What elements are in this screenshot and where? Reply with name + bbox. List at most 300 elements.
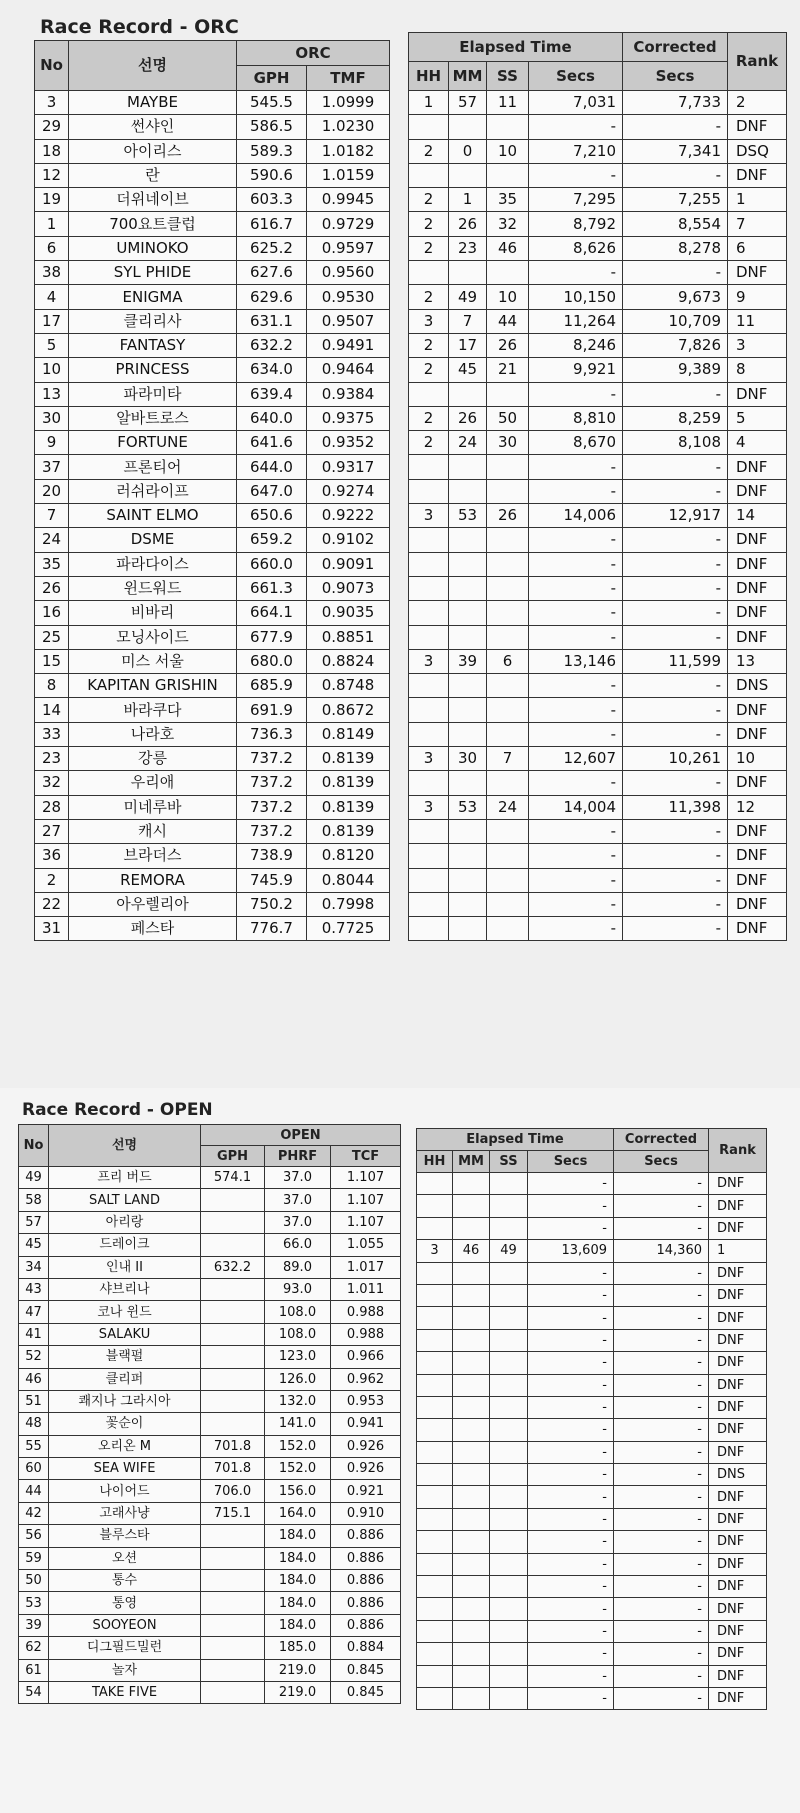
table-row <box>35 285 390 309</box>
cell-mm: 0 <box>449 139 487 163</box>
cell-no: 31 <box>35 917 69 941</box>
cell-secs: - <box>529 819 623 843</box>
cell-hh <box>409 576 449 600</box>
cell-corr: 8,278 <box>623 236 728 260</box>
cell-corr: - <box>623 576 728 600</box>
cell-tmf: 0.7998 <box>307 892 390 916</box>
cell-rank: DNF <box>709 1598 767 1620</box>
cell-phrf: 37.0 <box>265 1167 331 1189</box>
table-row <box>417 1262 767 1284</box>
open-ratings-table <box>18 1124 401 1704</box>
cell-phrf: 152.0 <box>265 1458 331 1480</box>
cell-ss <box>487 552 529 576</box>
cell-corr: - <box>614 1486 709 1508</box>
cell-no: 61 <box>19 1659 49 1681</box>
cell-gph: 660.0 <box>237 552 307 576</box>
cell-hh <box>417 1195 453 1217</box>
cell-ss <box>487 917 529 941</box>
col-orc-group-header: ORC <box>237 41 390 66</box>
cell-rank: 3 <box>728 333 787 357</box>
table-row <box>35 333 390 357</box>
cell-hh: 2 <box>409 139 449 163</box>
table-row <box>417 1374 767 1396</box>
col-ss-header: SS <box>487 62 529 91</box>
cell-name: 블루스타 <box>49 1525 201 1547</box>
cell-ss <box>490 1553 528 1575</box>
table-row <box>409 236 787 260</box>
cell-secs: - <box>528 1687 614 1709</box>
table-row <box>417 1284 767 1306</box>
table-row <box>35 115 390 139</box>
cell-mm <box>453 1665 490 1687</box>
cell-hh <box>409 528 449 552</box>
cell-name: KAPITAN GRISHIN <box>69 674 237 698</box>
cell-tmf: 0.9102 <box>307 528 390 552</box>
table-row <box>409 552 787 576</box>
cell-corr: - <box>623 382 728 406</box>
table-row <box>409 747 787 771</box>
cell-tmf: 0.9464 <box>307 358 390 382</box>
cell-gph: 664.1 <box>237 601 307 625</box>
cell-ss <box>487 455 529 479</box>
cell-gph <box>201 1390 265 1412</box>
cell-secs: - <box>528 1441 614 1463</box>
cell-secs: 12,607 <box>529 747 623 771</box>
cell-no: 42 <box>19 1502 49 1524</box>
table-row <box>417 1217 767 1239</box>
cell-corr: - <box>623 455 728 479</box>
cell-tmf: 0.9560 <box>307 261 390 285</box>
col-elapsed-group-header: Elapsed Time <box>409 33 623 62</box>
cell-no: 9 <box>35 431 69 455</box>
table-row <box>409 722 787 746</box>
table-row <box>417 1576 767 1598</box>
cell-tcf: 0.988 <box>331 1301 401 1323</box>
col-hh-header: HH <box>417 1151 453 1173</box>
cell-no: 35 <box>35 552 69 576</box>
open-results-table <box>416 1128 767 1710</box>
cell-tcf: 0.962 <box>331 1368 401 1390</box>
cell-ss <box>487 163 529 187</box>
cell-gph: 627.6 <box>237 261 307 285</box>
col-mm-header: MM <box>449 62 487 91</box>
cell-corr: 11,398 <box>623 795 728 819</box>
cell-phrf: 108.0 <box>265 1323 331 1345</box>
cell-name: 더위네이브 <box>69 188 237 212</box>
cell-mm: 39 <box>449 649 487 673</box>
cell-tcf: 1.011 <box>331 1278 401 1300</box>
cell-name: SYL PHIDE <box>69 261 237 285</box>
table-row <box>417 1598 767 1620</box>
cell-no: 20 <box>35 479 69 503</box>
cell-name: 미스 서울 <box>69 649 237 673</box>
cell-secs: - <box>528 1307 614 1329</box>
cell-mm <box>453 1352 490 1374</box>
table-row <box>19 1435 401 1457</box>
cell-mm <box>453 1374 490 1396</box>
table-row <box>417 1508 767 1530</box>
cell-mm <box>453 1486 490 1508</box>
cell-corr: - <box>614 1464 709 1486</box>
cell-name: 오션 <box>49 1547 201 1569</box>
cell-gph: 631.1 <box>237 309 307 333</box>
cell-corr: - <box>614 1217 709 1239</box>
cell-hh <box>417 1262 453 1284</box>
cell-secs: 7,031 <box>529 91 623 115</box>
table-row <box>35 819 390 843</box>
cell-tcf: 0.926 <box>331 1435 401 1457</box>
col-rank-header: Rank <box>728 33 787 91</box>
table-row <box>19 1390 401 1412</box>
cell-mm <box>449 382 487 406</box>
cell-no: 53 <box>19 1592 49 1614</box>
table-row <box>409 333 787 357</box>
cell-phrf: 126.0 <box>265 1368 331 1390</box>
cell-mm: 57 <box>449 91 487 115</box>
table-row <box>19 1189 401 1211</box>
cell-gph: 639.4 <box>237 382 307 406</box>
cell-phrf: 184.0 <box>265 1614 331 1636</box>
cell-secs: - <box>529 917 623 941</box>
cell-tcf: 0.886 <box>331 1570 401 1592</box>
cell-secs: - <box>529 698 623 722</box>
cell-mm <box>449 698 487 722</box>
cell-ss <box>490 1598 528 1620</box>
cell-name: TAKE FIVE <box>49 1681 201 1703</box>
cell-secs: - <box>529 115 623 139</box>
cell-no: 51 <box>19 1390 49 1412</box>
cell-no: 10 <box>35 358 69 382</box>
table-row <box>35 479 390 503</box>
cell-tmf: 0.7725 <box>307 917 390 941</box>
cell-name: 통영 <box>49 1592 201 1614</box>
cell-no: 6 <box>35 236 69 260</box>
col-open-group-header: OPEN <box>201 1125 401 1146</box>
cell-rank: DNF <box>709 1508 767 1530</box>
cell-rank: DNF <box>728 771 787 795</box>
cell-name: 바라쿠다 <box>69 698 237 722</box>
table-row <box>409 309 787 333</box>
cell-no: 19 <box>35 188 69 212</box>
cell-no: 57 <box>19 1211 49 1233</box>
cell-secs: 8,792 <box>529 212 623 236</box>
cell-tcf: 1.017 <box>331 1256 401 1278</box>
cell-corr: - <box>623 674 728 698</box>
table-row <box>417 1396 767 1418</box>
cell-name: 코나 윈드 <box>49 1301 201 1323</box>
cell-phrf: 156.0 <box>265 1480 331 1502</box>
cell-hh: 1 <box>409 91 449 115</box>
cell-rank: DNF <box>709 1284 767 1306</box>
cell-name: 꽃순이 <box>49 1413 201 1435</box>
cell-gph: 589.3 <box>237 139 307 163</box>
cell-name: 페스타 <box>69 917 237 941</box>
cell-hh: 2 <box>409 188 449 212</box>
cell-gph: 737.2 <box>237 795 307 819</box>
cell-secs: - <box>529 625 623 649</box>
table-row <box>409 382 787 406</box>
col-no-header: No <box>35 41 69 91</box>
cell-corr: - <box>623 625 728 649</box>
cell-secs: - <box>529 528 623 552</box>
table-row <box>409 576 787 600</box>
cell-corr: - <box>614 1352 709 1374</box>
cell-gph: 634.0 <box>237 358 307 382</box>
cell-secs: - <box>528 1262 614 1284</box>
cell-gph <box>201 1547 265 1569</box>
table-row <box>417 1240 767 1262</box>
cell-ss <box>490 1576 528 1598</box>
cell-name: 강릉 <box>69 747 237 771</box>
cell-gph: 650.6 <box>237 504 307 528</box>
cell-gph <box>201 1301 265 1323</box>
cell-mm <box>453 1419 490 1441</box>
cell-hh <box>417 1508 453 1530</box>
col-mm-header: MM <box>453 1151 490 1173</box>
cell-rank: DNF <box>728 552 787 576</box>
cell-ss <box>490 1195 528 1217</box>
col-corrected-group-header: Corrected <box>623 33 728 62</box>
cell-rank: 13 <box>728 649 787 673</box>
cell-secs: - <box>529 674 623 698</box>
cell-mm <box>453 1620 490 1642</box>
cell-ss <box>487 115 529 139</box>
cell-tmf: 0.9597 <box>307 236 390 260</box>
cell-ss <box>490 1262 528 1284</box>
cell-mm: 26 <box>449 212 487 236</box>
cell-hh: 3 <box>417 1240 453 1262</box>
cell-ss: 44 <box>487 309 529 333</box>
cell-phrf: 219.0 <box>265 1681 331 1703</box>
cell-no: 16 <box>35 601 69 625</box>
cell-secs: 11,264 <box>529 309 623 333</box>
open-title: Race Record - OPEN <box>22 1100 213 1120</box>
cell-name: 샤브리나 <box>49 1278 201 1300</box>
cell-tcf: 0.988 <box>331 1323 401 1345</box>
table-row <box>35 236 390 260</box>
cell-no: 49 <box>19 1167 49 1189</box>
cell-mm: 1 <box>449 188 487 212</box>
cell-rank: DNF <box>728 601 787 625</box>
cell-no: 13 <box>35 382 69 406</box>
table-row <box>19 1592 401 1614</box>
cell-rank: DNF <box>709 1441 767 1463</box>
table-row <box>35 795 390 819</box>
cell-gph <box>201 1413 265 1435</box>
table-row <box>35 309 390 333</box>
cell-rank: DSQ <box>728 139 787 163</box>
cell-secs: - <box>529 771 623 795</box>
cell-hh <box>409 601 449 625</box>
cell-mm <box>453 1396 490 1418</box>
cell-mm <box>453 1329 490 1351</box>
table-row <box>19 1570 401 1592</box>
cell-corr: - <box>623 844 728 868</box>
table-row <box>409 917 787 941</box>
cell-name: 브라더스 <box>69 844 237 868</box>
cell-tcf: 0.941 <box>331 1413 401 1435</box>
table-row <box>35 139 390 163</box>
cell-ss <box>487 601 529 625</box>
cell-hh <box>417 1329 453 1351</box>
cell-corr: 7,341 <box>623 139 728 163</box>
cell-no: 60 <box>19 1458 49 1480</box>
cell-hh <box>417 1352 453 1374</box>
cell-rank: 4 <box>728 431 787 455</box>
cell-corr: - <box>623 771 728 795</box>
table-row <box>35 163 390 187</box>
cell-mm <box>449 601 487 625</box>
cell-tmf: 0.8149 <box>307 722 390 746</box>
cell-no: 32 <box>35 771 69 795</box>
cell-secs: - <box>528 1195 614 1217</box>
cell-phrf: 185.0 <box>265 1637 331 1659</box>
cell-secs: 13,609 <box>528 1240 614 1262</box>
cell-name: REMORA <box>69 868 237 892</box>
table-row <box>409 625 787 649</box>
cell-corr: - <box>614 1576 709 1598</box>
table-row <box>19 1614 401 1636</box>
cell-no: 43 <box>19 1278 49 1300</box>
table-row <box>409 285 787 309</box>
cell-gph: 677.9 <box>237 625 307 649</box>
cell-mm <box>449 552 487 576</box>
cell-rank: 9 <box>728 285 787 309</box>
cell-gph: 706.0 <box>201 1480 265 1502</box>
cell-mm <box>453 1173 490 1195</box>
cell-mm <box>449 163 487 187</box>
cell-corr: - <box>623 115 728 139</box>
cell-secs: - <box>529 479 623 503</box>
table-row <box>19 1480 401 1502</box>
cell-no: 58 <box>19 1189 49 1211</box>
cell-hh: 3 <box>409 795 449 819</box>
cell-name: 700요트클럽 <box>69 212 237 236</box>
cell-phrf: 164.0 <box>265 1502 331 1524</box>
cell-mm <box>453 1553 490 1575</box>
cell-secs: - <box>528 1329 614 1351</box>
cell-corr: - <box>614 1262 709 1284</box>
cell-hh <box>409 917 449 941</box>
cell-rank: DNS <box>709 1464 767 1486</box>
cell-mm: 23 <box>449 236 487 260</box>
cell-gph: 659.2 <box>237 528 307 552</box>
cell-hh <box>409 479 449 503</box>
cell-no: 3 <box>35 91 69 115</box>
cell-ss <box>490 1687 528 1709</box>
cell-corr: - <box>623 479 728 503</box>
cell-corr: - <box>614 1665 709 1687</box>
cell-name: 아리랑 <box>49 1211 201 1233</box>
cell-secs: - <box>529 892 623 916</box>
cell-hh <box>409 892 449 916</box>
cell-secs: - <box>529 722 623 746</box>
cell-corr: 9,673 <box>623 285 728 309</box>
cell-hh: 3 <box>409 504 449 528</box>
cell-gph: 776.7 <box>237 917 307 941</box>
cell-gph: 750.2 <box>237 892 307 916</box>
cell-corr: - <box>623 892 728 916</box>
cell-mm <box>449 819 487 843</box>
cell-mm <box>449 674 487 698</box>
cell-secs: - <box>528 1352 614 1374</box>
col-corrected-secs-header: Secs <box>623 62 728 91</box>
cell-name: 알바트로스 <box>69 406 237 430</box>
cell-gph <box>201 1346 265 1368</box>
cell-gph <box>201 1323 265 1345</box>
cell-corr: - <box>623 528 728 552</box>
cell-rank: DNF <box>709 1352 767 1374</box>
table-row <box>409 261 787 285</box>
table-row <box>417 1441 767 1463</box>
cell-gph: 545.5 <box>237 91 307 115</box>
cell-ss <box>490 1173 528 1195</box>
table-row <box>35 358 390 382</box>
col-phrf-header: PHRF <box>265 1146 331 1167</box>
table-row <box>409 188 787 212</box>
cell-gph: 691.9 <box>237 698 307 722</box>
cell-ss: 26 <box>487 333 529 357</box>
cell-ss <box>490 1665 528 1687</box>
cell-rank: DNF <box>728 625 787 649</box>
cell-mm <box>449 625 487 649</box>
cell-tcf: 1.107 <box>331 1167 401 1189</box>
cell-ss <box>487 868 529 892</box>
cell-mm <box>449 868 487 892</box>
table-row <box>19 1547 401 1569</box>
table-row <box>417 1553 767 1575</box>
cell-ss <box>490 1620 528 1642</box>
cell-secs: - <box>529 576 623 600</box>
cell-no: 7 <box>35 504 69 528</box>
cell-corr: - <box>623 261 728 285</box>
cell-hh <box>409 552 449 576</box>
table-row <box>19 1167 401 1189</box>
cell-gph: 737.2 <box>237 747 307 771</box>
cell-hh <box>409 625 449 649</box>
cell-ss <box>487 576 529 600</box>
cell-name: 파라다이스 <box>69 552 237 576</box>
cell-phrf: 184.0 <box>265 1592 331 1614</box>
cell-corr: - <box>614 1284 709 1306</box>
cell-ss: 21 <box>487 358 529 382</box>
cell-no: 39 <box>19 1614 49 1636</box>
cell-no: 28 <box>35 795 69 819</box>
cell-corr: 14,360 <box>614 1240 709 1262</box>
cell-ss: 50 <box>487 406 529 430</box>
cell-hh: 2 <box>409 358 449 382</box>
cell-rank: DNF <box>709 1329 767 1351</box>
table-row <box>417 1352 767 1374</box>
cell-ss <box>490 1329 528 1351</box>
table-row <box>409 115 787 139</box>
table-row <box>417 1620 767 1642</box>
cell-corr: - <box>614 1441 709 1463</box>
table-row <box>19 1256 401 1278</box>
cell-secs: 7,210 <box>529 139 623 163</box>
cell-gph: 738.9 <box>237 844 307 868</box>
cell-mm <box>453 1531 490 1553</box>
cell-corr: - <box>623 552 728 576</box>
cell-secs: - <box>528 1217 614 1239</box>
cell-hh <box>417 1217 453 1239</box>
cell-no: 14 <box>35 698 69 722</box>
cell-hh <box>409 163 449 187</box>
cell-mm <box>453 1508 490 1530</box>
cell-name: 러쉬라이프 <box>69 479 237 503</box>
cell-phrf: 141.0 <box>265 1413 331 1435</box>
cell-rank: DNF <box>728 528 787 552</box>
